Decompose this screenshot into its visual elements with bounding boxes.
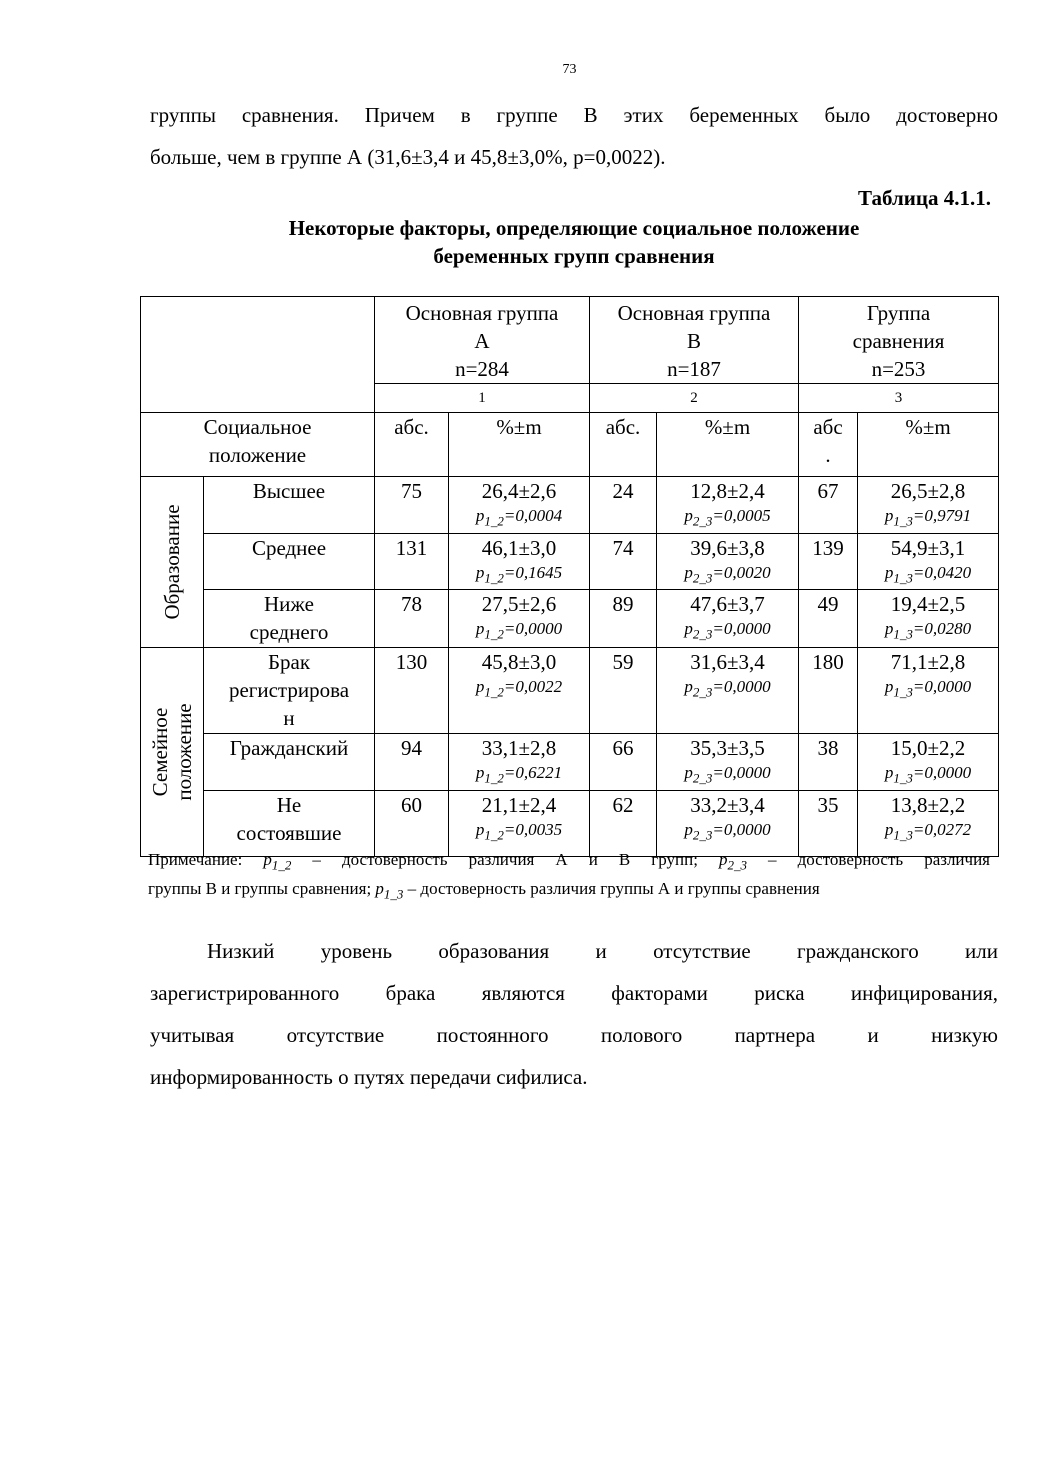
row-name-line: регистрирова bbox=[228, 678, 350, 703]
cell-abs: 60 bbox=[375, 790, 449, 856]
p-value: $p_{1\_2}=0,0004$ bbox=[475, 506, 563, 529]
col-pct-header: %±m bbox=[449, 413, 590, 477]
col-pct-header: %±m bbox=[858, 413, 999, 477]
pct-value: 33,1±2,8 bbox=[481, 736, 557, 761]
social-factors-table bbox=[140, 296, 999, 857]
row-name: Гражданский bbox=[204, 734, 375, 790]
p-value: $p_{2\_3}=0,0000$ bbox=[684, 619, 771, 642]
cell-abs: 89 bbox=[590, 590, 657, 648]
row-name: Среднее bbox=[204, 534, 375, 590]
group-header-line: Группа bbox=[866, 301, 931, 325]
col-abs-header bbox=[799, 413, 858, 477]
pct-value: 21,1±2,4 bbox=[481, 792, 557, 817]
p-number: =0,0420 bbox=[912, 563, 972, 582]
p-number: =0,0005 bbox=[712, 506, 771, 525]
row-name bbox=[204, 590, 375, 648]
cell-abs: 62 bbox=[590, 790, 657, 856]
cell-pct bbox=[657, 477, 799, 534]
p-sub: 2_3 bbox=[692, 684, 713, 700]
cell-pct bbox=[657, 734, 799, 790]
group-header-line: Основная группа bbox=[405, 301, 559, 325]
pct-value: 31,6±3,4 bbox=[690, 650, 765, 675]
group-number: 2 bbox=[590, 384, 799, 413]
row-name-line: состоявшие bbox=[236, 820, 342, 845]
table-note bbox=[148, 848, 990, 907]
p-value: $p_{1\_3}=0,0420$ bbox=[884, 563, 972, 586]
pct-value: 35,3±3,5 bbox=[690, 736, 765, 761]
cell-abs: 130 bbox=[375, 648, 449, 734]
cell-abs: 67 bbox=[799, 477, 858, 534]
pct-value: 39,6±3,8 bbox=[690, 536, 765, 560]
p-number: =0,0272 bbox=[912, 819, 972, 839]
table-header-row bbox=[141, 297, 999, 384]
paragraph-intro bbox=[150, 94, 998, 178]
row-header-line: положение bbox=[208, 443, 307, 467]
p-sub: 1_2 bbox=[484, 626, 504, 642]
p-number: =0,0035 bbox=[503, 819, 563, 839]
pct-value: 13,8±2,2 bbox=[890, 792, 966, 817]
table-title-line: Некоторые факторы, определяющие социальное положение bbox=[288, 216, 860, 240]
cell-abs: 74 bbox=[590, 534, 657, 590]
p-sub: 1_3 bbox=[893, 513, 913, 529]
p-number: =0,0000 bbox=[712, 619, 771, 639]
p-number: =0,0022 bbox=[503, 677, 563, 697]
p-sub: 1_2 bbox=[484, 570, 504, 586]
cell-abs: 38 bbox=[799, 734, 858, 790]
p-number: =0,0004 bbox=[503, 506, 563, 525]
cell-pct bbox=[858, 590, 999, 648]
cell-pct bbox=[449, 534, 590, 590]
note-line: группы В и группы сравнения; $p_{1\_3}$ – достоверность различия группы А и группы сравнения bbox=[148, 879, 820, 902]
pct-value: 26,5±2,8 bbox=[890, 479, 966, 503]
p-sub: 2_3 bbox=[692, 570, 713, 586]
p-sub: 1_3 bbox=[893, 570, 913, 586]
paragraph-line: зарегистрированного брака являются факторами риска инфицирования, bbox=[150, 981, 998, 1005]
p-value: $p_{2\_3}=0,0020$ bbox=[684, 563, 771, 586]
cell-abs: 131 bbox=[375, 534, 449, 590]
p-sub: 1_2 bbox=[484, 513, 504, 529]
table-caption: Таблица 4.1.1. bbox=[858, 186, 991, 210]
table-title-line: беременных групп сравнения bbox=[433, 244, 715, 268]
group-header-c bbox=[799, 297, 999, 384]
pct-value: 33,2±3,4 bbox=[690, 792, 765, 817]
p-number: =0,0280 bbox=[912, 619, 972, 639]
p-number: =0,9791 bbox=[912, 506, 972, 525]
p-sub: 1_2 bbox=[484, 827, 504, 843]
row-name-line: Ниже bbox=[264, 592, 314, 617]
group-header-line: n=253 bbox=[871, 357, 926, 381]
p-sub: 1_3 bbox=[893, 827, 913, 843]
p-number: =0,0000 bbox=[712, 677, 771, 697]
pct-value: 54,9±3,1 bbox=[890, 536, 966, 560]
pct-value: 71,1±2,8 bbox=[890, 650, 966, 675]
group-header-a bbox=[375, 297, 590, 384]
section-label-text: Образование bbox=[160, 504, 184, 620]
cell-pct bbox=[657, 648, 799, 734]
group-header-line: В bbox=[686, 329, 701, 353]
table-row bbox=[141, 534, 999, 590]
group-header-line: сравнения bbox=[852, 329, 945, 353]
p-number: =0,0000 bbox=[712, 819, 771, 839]
p-sub: 1_3 bbox=[893, 770, 913, 786]
table-row bbox=[141, 648, 999, 734]
p-sub: 2_3 bbox=[727, 857, 747, 873]
table-row bbox=[141, 790, 999, 856]
cell-pct bbox=[858, 534, 999, 590]
paragraph-line: группы сравнения. Причем в группе В этих беременных было достоверно bbox=[150, 103, 998, 127]
group-header-line: Основная группа bbox=[617, 301, 771, 325]
note-text: – достоверность различия bbox=[747, 850, 990, 869]
section-label-line: положение bbox=[172, 703, 196, 801]
pct-value: 47,6±3,7 bbox=[690, 592, 765, 617]
note-text: – достоверность различия группы А и группы сравнения bbox=[403, 879, 820, 899]
pct-value: 15,0±2,2 bbox=[890, 736, 966, 761]
page-number: 73 bbox=[562, 62, 577, 77]
paragraph-line: информированность о путях передачи сифилиса. bbox=[150, 1065, 588, 1089]
cell-pct bbox=[449, 590, 590, 648]
cell-abs: 66 bbox=[590, 734, 657, 790]
row-name-line: Не bbox=[276, 792, 302, 817]
p-number: =0,0000 bbox=[912, 677, 972, 697]
table-row bbox=[141, 590, 999, 648]
p-value: $p_{1\_3}=0,0280$ bbox=[884, 619, 972, 642]
cell-pct bbox=[858, 477, 999, 534]
col-abs-header: абс. bbox=[590, 413, 657, 477]
section-label-education bbox=[141, 477, 204, 648]
note-text: группы В и группы сравнения; bbox=[148, 879, 376, 899]
p-value: $p_{1\_2}=0,6221$ bbox=[475, 763, 563, 786]
cell-abs: 59 bbox=[590, 648, 657, 734]
cell-abs: 94 bbox=[375, 734, 449, 790]
p-number: =0,0000 bbox=[712, 763, 771, 783]
pct-value: 26,4±2,6 bbox=[481, 479, 557, 503]
note-text: – достоверность различия А и В групп; bbox=[291, 850, 719, 869]
cell-pct bbox=[858, 790, 999, 856]
cell-pct bbox=[449, 734, 590, 790]
cell-abs: 49 bbox=[799, 590, 858, 648]
cell-pct bbox=[449, 648, 590, 734]
p-sub: 1_3 bbox=[383, 886, 404, 902]
row-header-line: Социальное bbox=[203, 415, 312, 439]
paragraph-line: учитывая отсутствие постоянного полового партнера и низкую bbox=[150, 1023, 998, 1047]
p-value: $p_{1\_3}=0,0000$ bbox=[884, 677, 972, 700]
section-label-text bbox=[148, 703, 196, 800]
row-header-cell bbox=[141, 413, 375, 477]
paragraph-line: Низкий уровень образования и отсутствие гражданского или bbox=[207, 939, 998, 963]
cell-pct bbox=[657, 790, 799, 856]
p-value: $p_{1\_2}=0,0022$ bbox=[475, 677, 563, 700]
group-header-b bbox=[590, 297, 799, 384]
p-value: $p_{1\_2}=0,1645$ bbox=[475, 563, 563, 586]
group-number: 3 bbox=[799, 384, 999, 413]
p-sub: 1_3 bbox=[893, 626, 913, 642]
p-value: $p_{1\_2}=0,0035$ bbox=[475, 819, 563, 843]
pct-value: 27,5±2,6 bbox=[481, 592, 557, 617]
empty-corner-cell bbox=[141, 297, 375, 413]
p-number: =0,0000 bbox=[912, 763, 972, 783]
p-sub: 1_2 bbox=[271, 857, 292, 873]
p-value: $p_{1\_3}=0,9791$ bbox=[884, 506, 972, 529]
cell-abs: 35 bbox=[799, 790, 858, 856]
pct-value: 46,1±3,0 bbox=[481, 536, 557, 560]
p-number: =0,0000 bbox=[503, 619, 563, 639]
row-name: Высшее bbox=[204, 477, 375, 534]
cell-abs: 78 bbox=[375, 590, 449, 648]
col-pct-header: %±m bbox=[657, 413, 799, 477]
p-sub: 2_3 bbox=[692, 770, 713, 786]
section-label-marital bbox=[141, 648, 204, 856]
col-abs-header-line: абс bbox=[813, 415, 843, 439]
cell-abs: 180 bbox=[799, 648, 858, 734]
p-value: $p_{2\_3}=0,0000$ bbox=[684, 677, 771, 700]
row-name bbox=[204, 790, 375, 856]
col-abs-header: абс. bbox=[375, 413, 449, 477]
group-header-line: n=284 bbox=[455, 357, 509, 381]
row-name-line: н bbox=[283, 706, 295, 731]
paragraph-conclusion bbox=[150, 930, 998, 1098]
table-row bbox=[141, 734, 999, 790]
table-title bbox=[150, 214, 998, 270]
p-value: $p_{2\_3}=0,0005$ bbox=[684, 506, 771, 529]
cell-pct bbox=[449, 477, 590, 534]
p-value: $p_{2\_3}=0,0000$ bbox=[684, 819, 771, 843]
cell-pct bbox=[657, 534, 799, 590]
row-name-line: Брак bbox=[267, 650, 311, 675]
p-value: $p_{1\_3}=0,0000$ bbox=[884, 763, 972, 786]
pct-value: 12,8±2,4 bbox=[690, 479, 765, 503]
table-row bbox=[141, 477, 999, 534]
cell-abs: 75 bbox=[375, 477, 449, 534]
note-line: Примечание: $p_{1\_2}$ – достоверность различия А и В групп; $p_{2\_3}$ – достоверность различия bbox=[148, 850, 990, 873]
p-number: =0,1645 bbox=[503, 563, 563, 582]
group-header-line: n=187 bbox=[667, 357, 721, 381]
cell-pct bbox=[449, 790, 590, 856]
column-header-row bbox=[141, 413, 999, 477]
p-sub: 2_3 bbox=[692, 827, 713, 843]
cell-pct bbox=[657, 590, 799, 648]
p-sub: 1_3 bbox=[893, 684, 913, 700]
cell-pct bbox=[858, 734, 999, 790]
p-value: $p_{1\_3}=0,0272$ bbox=[884, 819, 972, 843]
p-sub: 2_3 bbox=[692, 626, 713, 642]
group-number: 1 bbox=[375, 384, 590, 413]
section-label-line: Семейное bbox=[148, 707, 172, 797]
p-number: =0,6221 bbox=[503, 763, 563, 783]
cell-abs: 139 bbox=[799, 534, 858, 590]
p-value: $p_{2\_3}=0,0000$ bbox=[684, 763, 771, 786]
p-sub: 1_2 bbox=[484, 684, 504, 700]
note-text: Примечание: bbox=[148, 850, 264, 869]
p-number: =0,0020 bbox=[712, 563, 771, 582]
p-value: $p_{1\_2}=0,0000$ bbox=[475, 619, 563, 642]
cell-abs: 24 bbox=[590, 477, 657, 534]
row-name-line: среднего bbox=[249, 620, 329, 645]
group-header-line: А bbox=[474, 329, 490, 353]
p-sub: 1_2 bbox=[484, 770, 504, 786]
pct-value: 45,8±3,0 bbox=[481, 650, 557, 675]
col-abs-header-line: . bbox=[825, 443, 831, 467]
paragraph-line: больше, чем в группе А (31,6±3,4 и 45,8±3,0%, р=0,0022). bbox=[150, 145, 666, 169]
p-sub: 2_3 bbox=[692, 513, 713, 529]
cell-pct bbox=[858, 648, 999, 734]
pct-value: 19,4±2,5 bbox=[890, 592, 966, 617]
row-name bbox=[204, 648, 375, 734]
